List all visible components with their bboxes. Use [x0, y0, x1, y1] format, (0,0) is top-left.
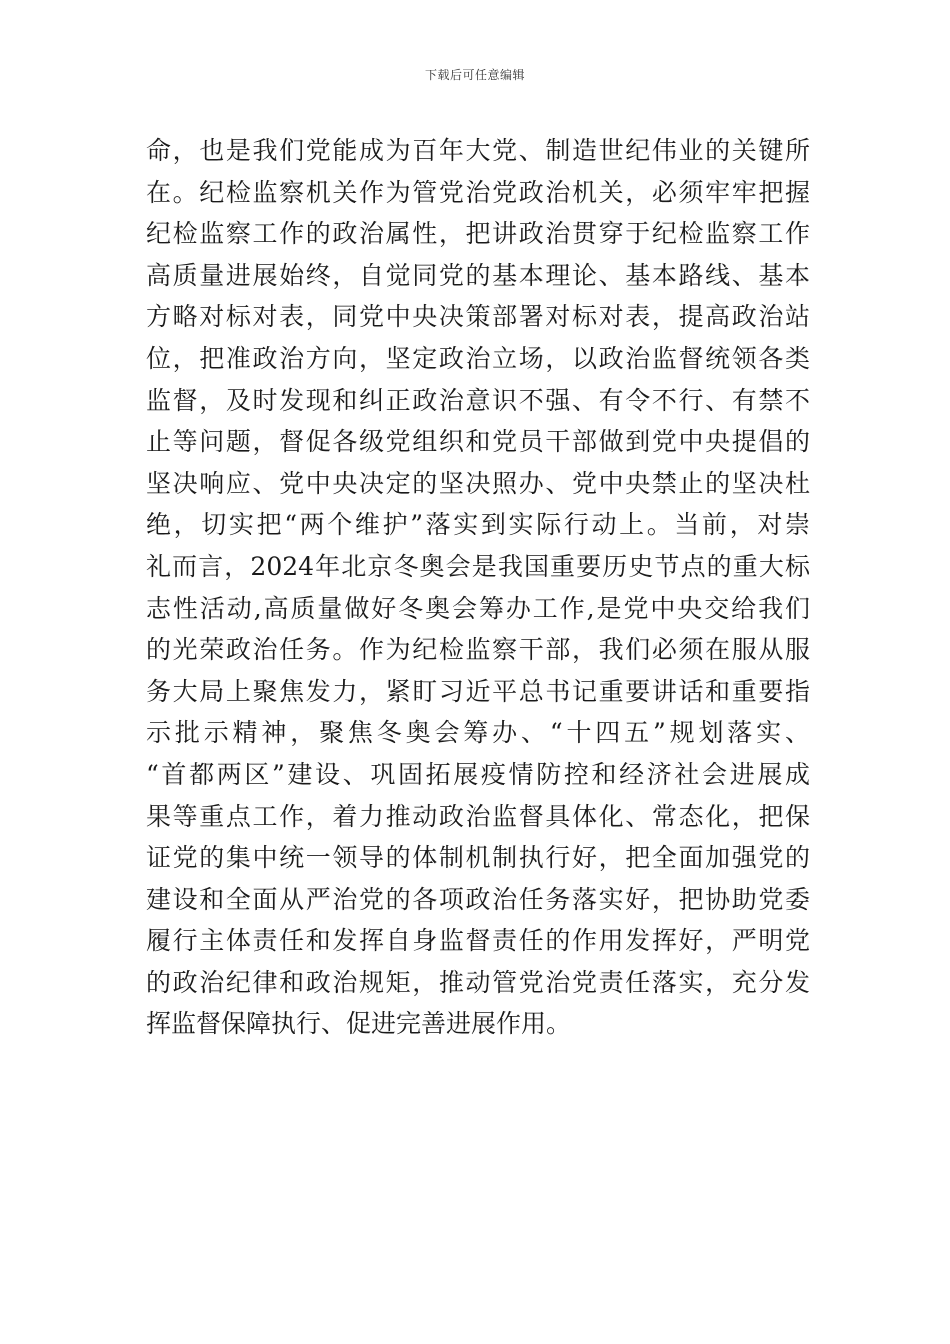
text-line: 的政治纪律和政治规矩，推动管党治党责任落实，充分发 [146, 967, 810, 997]
text-line: 示批示精神，聚焦冬奥会筹办、“十四五”规划落实、 [146, 718, 810, 748]
page-header: 下载后可任意编辑 [424, 68, 525, 82]
text-line: 履行主体责任和发挥自身监督责任的作用发挥好，严明党 [146, 926, 810, 956]
text-line: 的光荣政治任务。作为纪检监察干部，我们必须在服从服 [146, 635, 810, 665]
text-line: 高质量进展始终，自觉同党的基本理论、基本路线、基本 [146, 260, 810, 290]
text-line: “首都两区”建设、巩固拓展疫情防控和经济社会进展成 [146, 759, 810, 789]
text-line: 命，也是我们党能成为百年大党、制造世纪伟业的关键所 [146, 136, 810, 165]
text-line: 果等重点工作，着力推动政治监督具体化、常态化，把保 [146, 801, 810, 831]
text-line: 绝，切实把“两个维护”落实到实际行动上。当前，对崇 [146, 510, 810, 540]
text-line: 礼而言，2024年北京冬奥会是我国重要历史节点的重大标 [146, 551, 810, 581]
text-line: 纪检监察工作的政治属性，把讲政治贯穿于纪检监察工作 [146, 219, 810, 249]
text-line: 志性活动,高质量做好冬奥会筹办工作,是党中央交给我们 [146, 593, 810, 623]
text-line: 务大局上聚焦发力，紧盯习近平总书记重要讲话和重要指 [146, 676, 810, 706]
text-line: 证党的集中统一领导的体制机制执行好，把全面加强党的 [146, 843, 810, 873]
text-line: 建设和全面从严治党的各项政治任务落实好，把协助党委 [146, 884, 810, 914]
text-line: 监督，及时发现和纠正政治意识不强、有令不行、有禁不 [146, 385, 810, 415]
text-line: 坚决响应、党中央决定的坚决照办、党中央禁止的坚决杜 [146, 468, 810, 498]
text-line: 挥监督保障执行、促进完善进展作用。 [146, 1009, 572, 1039]
body-paragraph [146, 130, 810, 1045]
text-line: 位，把准政治方向，坚定政治立场，以政治监督统领各类 [146, 343, 810, 373]
text-line: 止等问题，督促各级党组织和党员干部做到党中央提倡的 [146, 427, 810, 457]
text-line: 在。纪检监察机关作为管党治党政治机关，必须牢牢把握 [146, 177, 810, 207]
text-line: 方略对标对表，同党中央决策部署对标对表，提高政治站 [146, 302, 810, 332]
